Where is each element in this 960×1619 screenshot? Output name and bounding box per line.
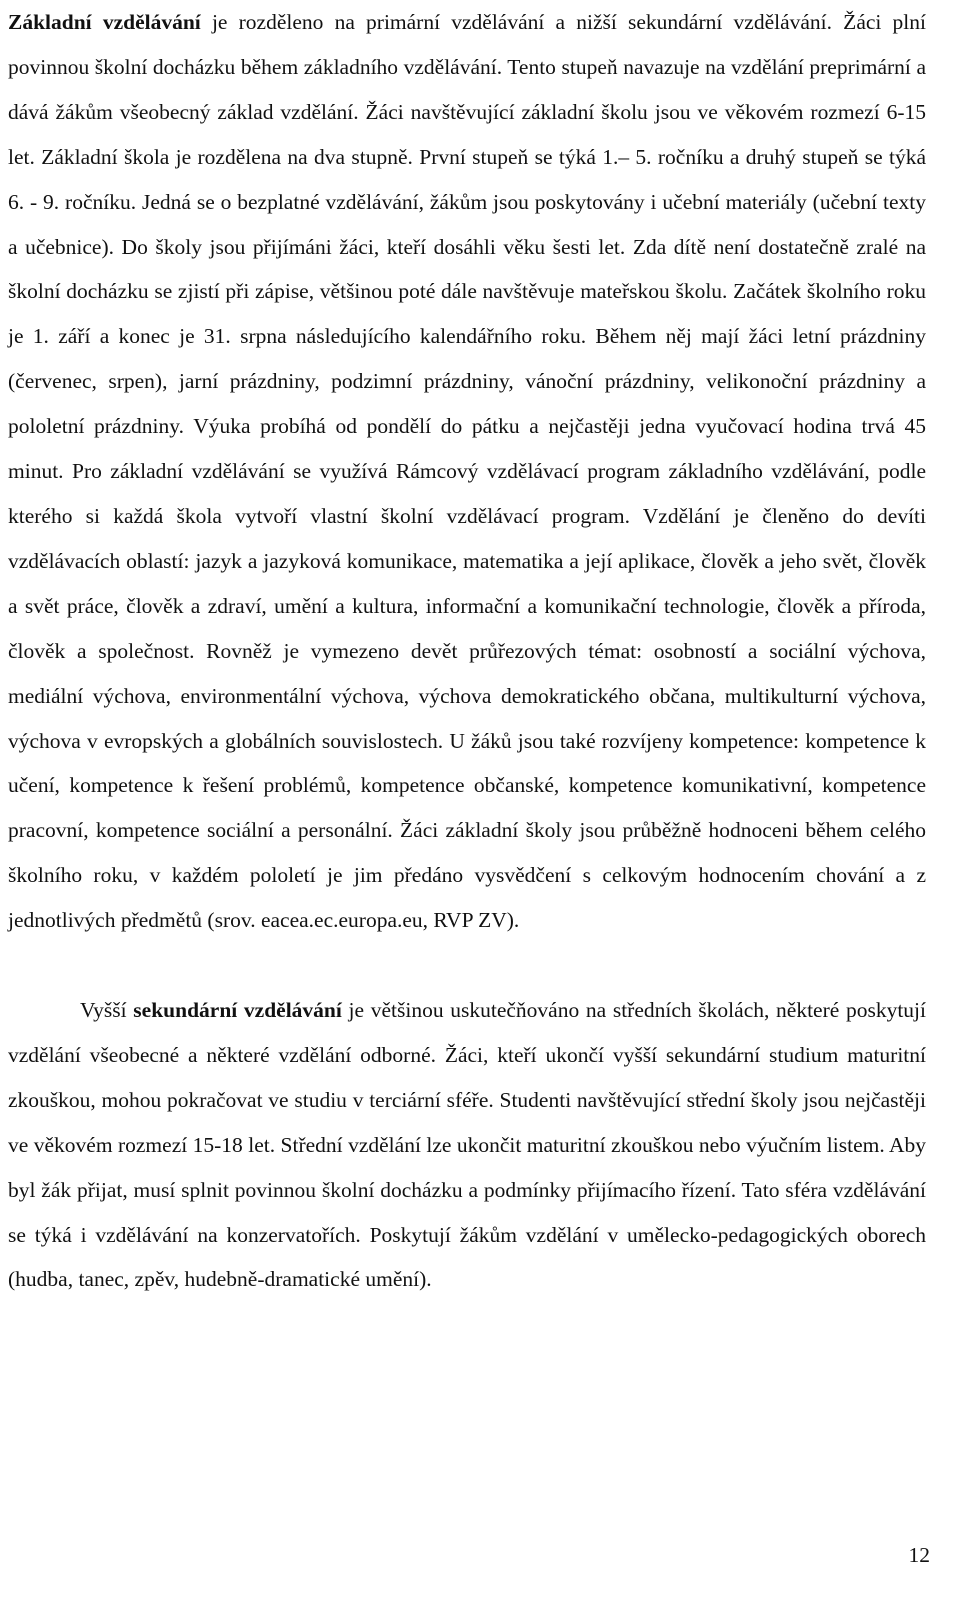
page-number: 12 xyxy=(908,1543,930,1567)
paragraph-basic-education-text: je rozděleno na primární vzdělávání a nižší sekundární vzdělávání. Žáci plní povinnou školní docházku během základního vzdělávání. Tento stupeň navazuje na vzdělání preprimární a dává žákům všeobecný základ vzdělání. Žáci navštěvující základní školu jsou ve věkovém rozmezí 6-15 let. Základní škola je rozdělena na dva stupně. První stupeň se týká 1.– 5. ročníku a druhý stupeň se týká 6. - 9. ročníku. Jedná se o bezplatné vzdělávání, žákům jsou poskytovány i učební materiály (učební texty a učebnice). Do školy jsou přijímáni žáci, kteří dosáhli věku šesti let. Zda dítě není dostatečně zralé na školní docházku se zjistí při zápise, většinou poté dále navštěvuje mateřskou školu. Začátek školního roku je 1. září a konec je 31. srpna následujícího kalendářního roku. Během něj mají žáci letní prázdniny (červenec, srpen), jarní prázdniny, podzimní prázdniny, vánoční prázdniny, velikonoční prázdniny a pololetní prázdniny. Výuka probíhá od pondělí do pátku a nejčastěji jedna vyučovací hodina trvá 45 minut. Pro základní vzdělávání se využívá Rámcový vzdělávací program základního vzdělávání, podle kterého si každá škola vytvoří vlastní školní vzdělávací program. Vzdělání je členěno do devíti vzdělávacích oblastí: jazyk a jazyková komunikace, matematika a její aplikace, člověk a jeho svět, člověk a svět práce, člověk a zdraví, umění a kultura, informační a komunikační technologie, člověk a příroda, člověk a společnost. Rovněž je vymezeno devět průřezových témat: osobností a sociální výchova, mediální výchova, environmentální výchova, výchova demokratického občana, multikulturní výchova, výchova v evropských a globálních souvislostech. U žáků jsou také rozvíjeny kompetence: kompetence k učení, kompetence k řešení problémů, kompetence občanské, kompetence komunikativní, kompetence pracovní, kompetence sociální a personální. Žáci základní školy jsou průběžně hodnoceni během celého školního roku, v každém pololetí je jim předáno vysvědčení s celkovým hodnocením chování a z jednotlivých předmětů (srov. eacea.ec.europa.eu, RVP ZV). xyxy=(8,10,926,933)
bold-term-basic-education: Základní vzdělávání xyxy=(8,10,201,34)
bold-term-secondary-education: sekundární vzdělávání xyxy=(133,998,342,1023)
document-page xyxy=(8,0,926,1302)
paragraph-secondary-education-lead: Vyšší xyxy=(80,998,134,1023)
paragraph-basic-education xyxy=(8,0,926,943)
paragraph-secondary-education xyxy=(8,988,926,1302)
paragraph-secondary-education-text: je většinou uskutečňováno na středních školách, některé poskytují vzdělání všeobecné a některé vzdělání odborné. Žáci, kteří ukončí vyšší sekundární studium maturitní zkouškou, mohou pokračovat ve studiu v terciární sféře. Studenti navštěvující střední školy jsou nejčastěji ve věkovém rozmezí 15-18 let. Střední vzdělání lze ukončit maturitní zkouškou nebo výučním listem. Aby byl žák přijat, musí splnit povinnou školní docházku a podmínky přijímacího řízení. Tato sféra vzdělávání se týká i vzdělávání na konzervatořích. Poskytují žákům vzdělání v umělecko-pedagogických oborech (hudba, tanec, zpěv, hudebně-dramatické umění). xyxy=(8,998,926,1292)
